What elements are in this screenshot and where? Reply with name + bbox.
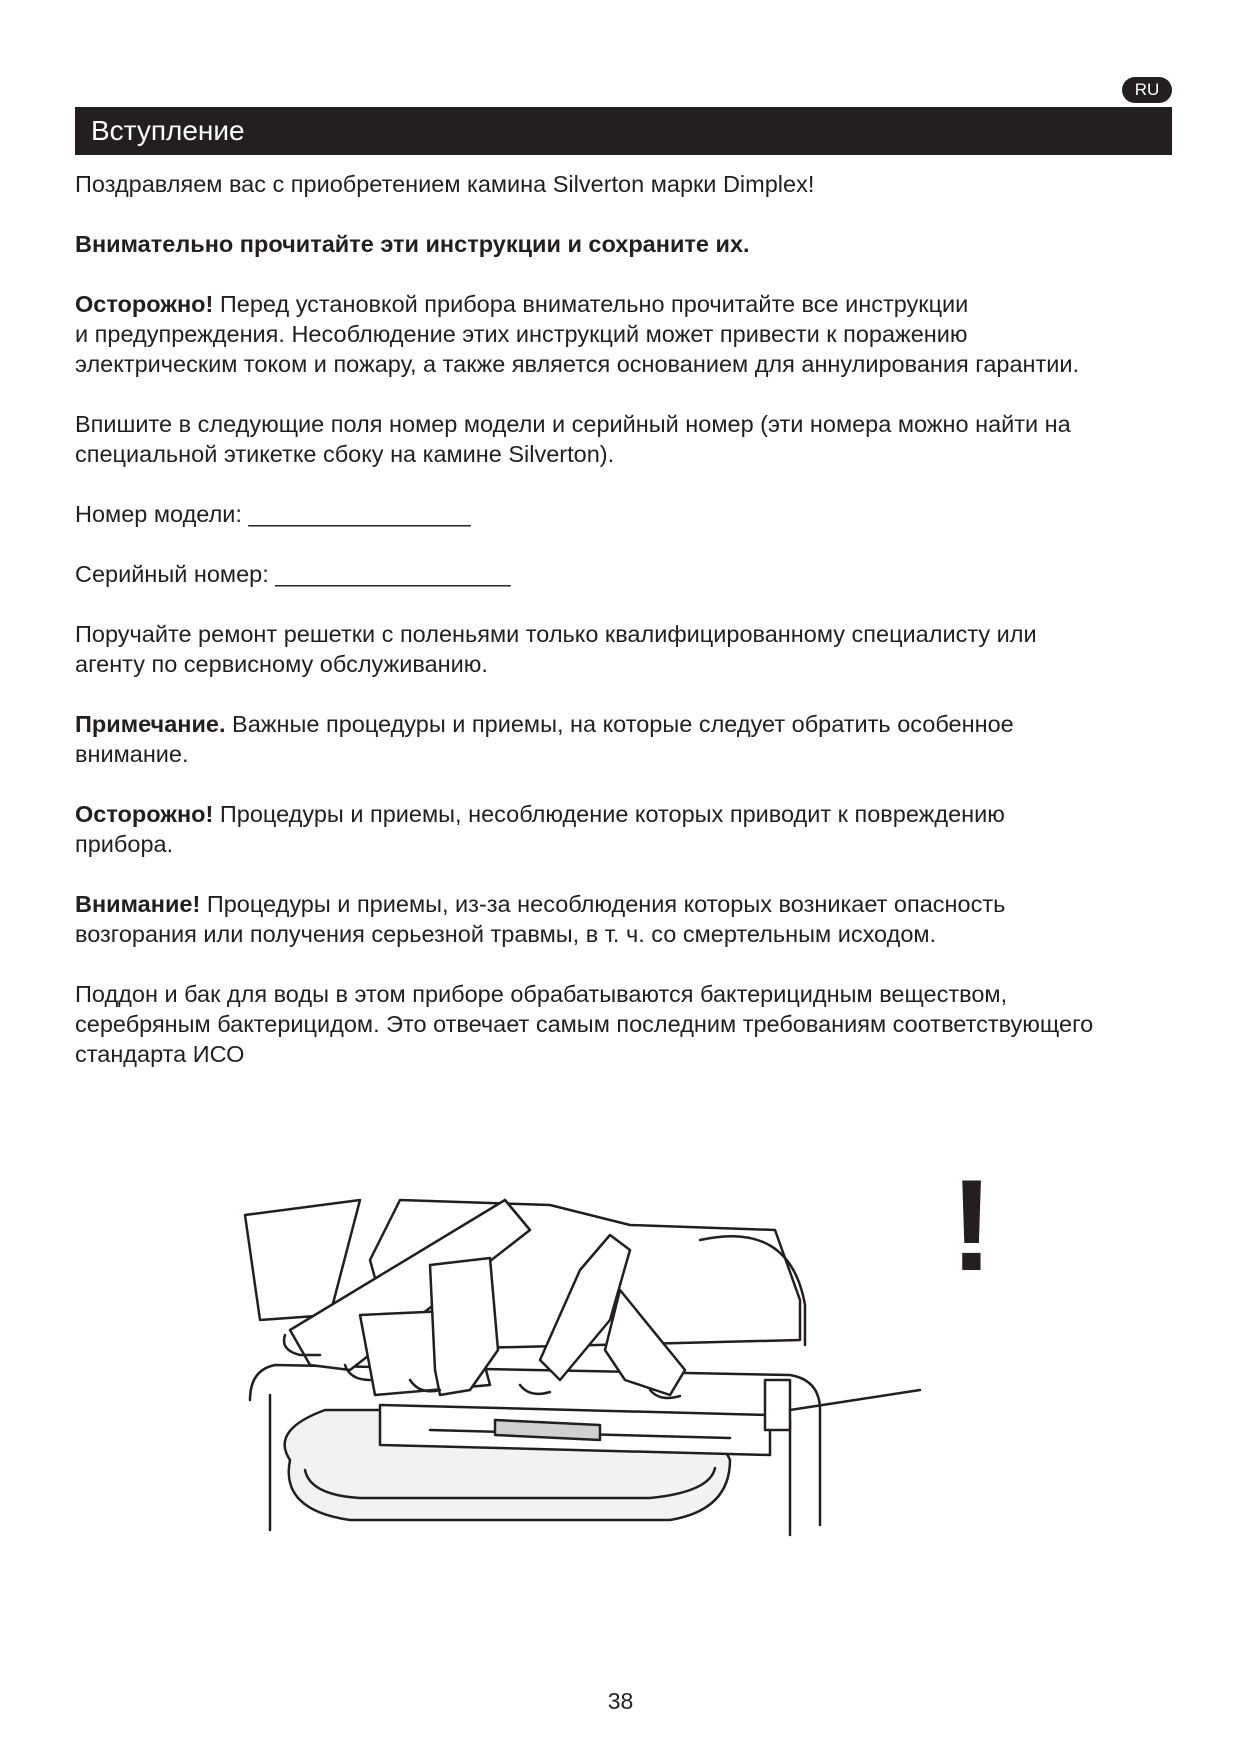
repair-paragraph (75, 619, 1185, 679)
warning-paragraph (75, 889, 1185, 949)
language-badge: RU (1122, 77, 1172, 103)
repair-line-1: Поручайте ремонт решетки с поленьями только квалифицированному специалисту или (75, 621, 1037, 647)
caution-install-line-1: Перед установкой прибора внимательно прочитайте все инструкции (213, 291, 969, 317)
warning-line-2: возгорания или получения серьезной травмы, в т. ч. со смертельным исходом. (75, 921, 937, 947)
caution-label: Осторожно! (75, 291, 214, 317)
caution-install-line-3: электрическим током и пожару, а также является основанием для аннулирования гарантии. (75, 351, 1080, 377)
serial-instructions-line-2: специальной этикетке сбоку на камине Silverton). (75, 441, 615, 467)
fireplace-log-set-illustration (230, 1140, 1030, 1560)
warning-label: Внимание! (75, 891, 201, 917)
serial-number-field: Серийный номер: __________________ (75, 561, 511, 587)
tray-line-3: стандарта ИСО (75, 1041, 245, 1067)
note-paragraph (75, 709, 1185, 769)
tray-paragraph (75, 979, 1185, 1069)
note-line-1: Важные процедуры и приемы, на которые следует обратить особенное (225, 711, 1014, 737)
caution-install-line-2: и предупреждения. Несоблюдение этих инструкций может привести к поражению (75, 321, 968, 347)
caution-damage-line-2: прибора. (75, 831, 174, 857)
page-number: 38 (607, 1688, 634, 1714)
note-line-2: внимание. (75, 741, 189, 767)
read-and-keep-text: Внимательно прочитайте эти инструкции и сохраните их. (75, 231, 750, 257)
caution-install-paragraph (75, 289, 1185, 379)
read-and-keep-paragraph (75, 229, 1185, 259)
serial-instructions-line-1: Впишите в следующие поля номер модели и серийный номер (эти номера можно найти на (75, 411, 1071, 437)
tray-line-1: Поддон и бак для воды в этом приборе обрабатываются бактерицидным веществом, (75, 981, 1008, 1007)
caution-label-2: Осторожно! (75, 801, 214, 827)
alert-symbol: ! (950, 1152, 994, 1298)
congratulations-paragraph: Поздравляем вас с приобретением камина Silverton марки Dimplex! (75, 171, 815, 197)
warning-line-1: Процедуры и приемы, из-за несоблюдения которых возникает опасность (200, 891, 1006, 917)
note-label: Примечание. (75, 711, 226, 737)
caution-damage-paragraph (75, 799, 1185, 859)
section-title: Вступление (75, 107, 1172, 155)
serial-instructions-paragraph (75, 409, 1185, 469)
model-number-field: Номер модели: _________________ (75, 501, 471, 527)
repair-line-2: агенту по сервисному обслуживанию. (75, 651, 488, 677)
intro-text (75, 169, 1185, 1099)
caution-damage-line-1: Процедуры и приемы, несоблюдение которых приводит к повреждению (213, 801, 1005, 827)
tray-line-2: серебряным бактерицидом. Это отвечает самым последним требованиям соответствующего (75, 1011, 1094, 1037)
